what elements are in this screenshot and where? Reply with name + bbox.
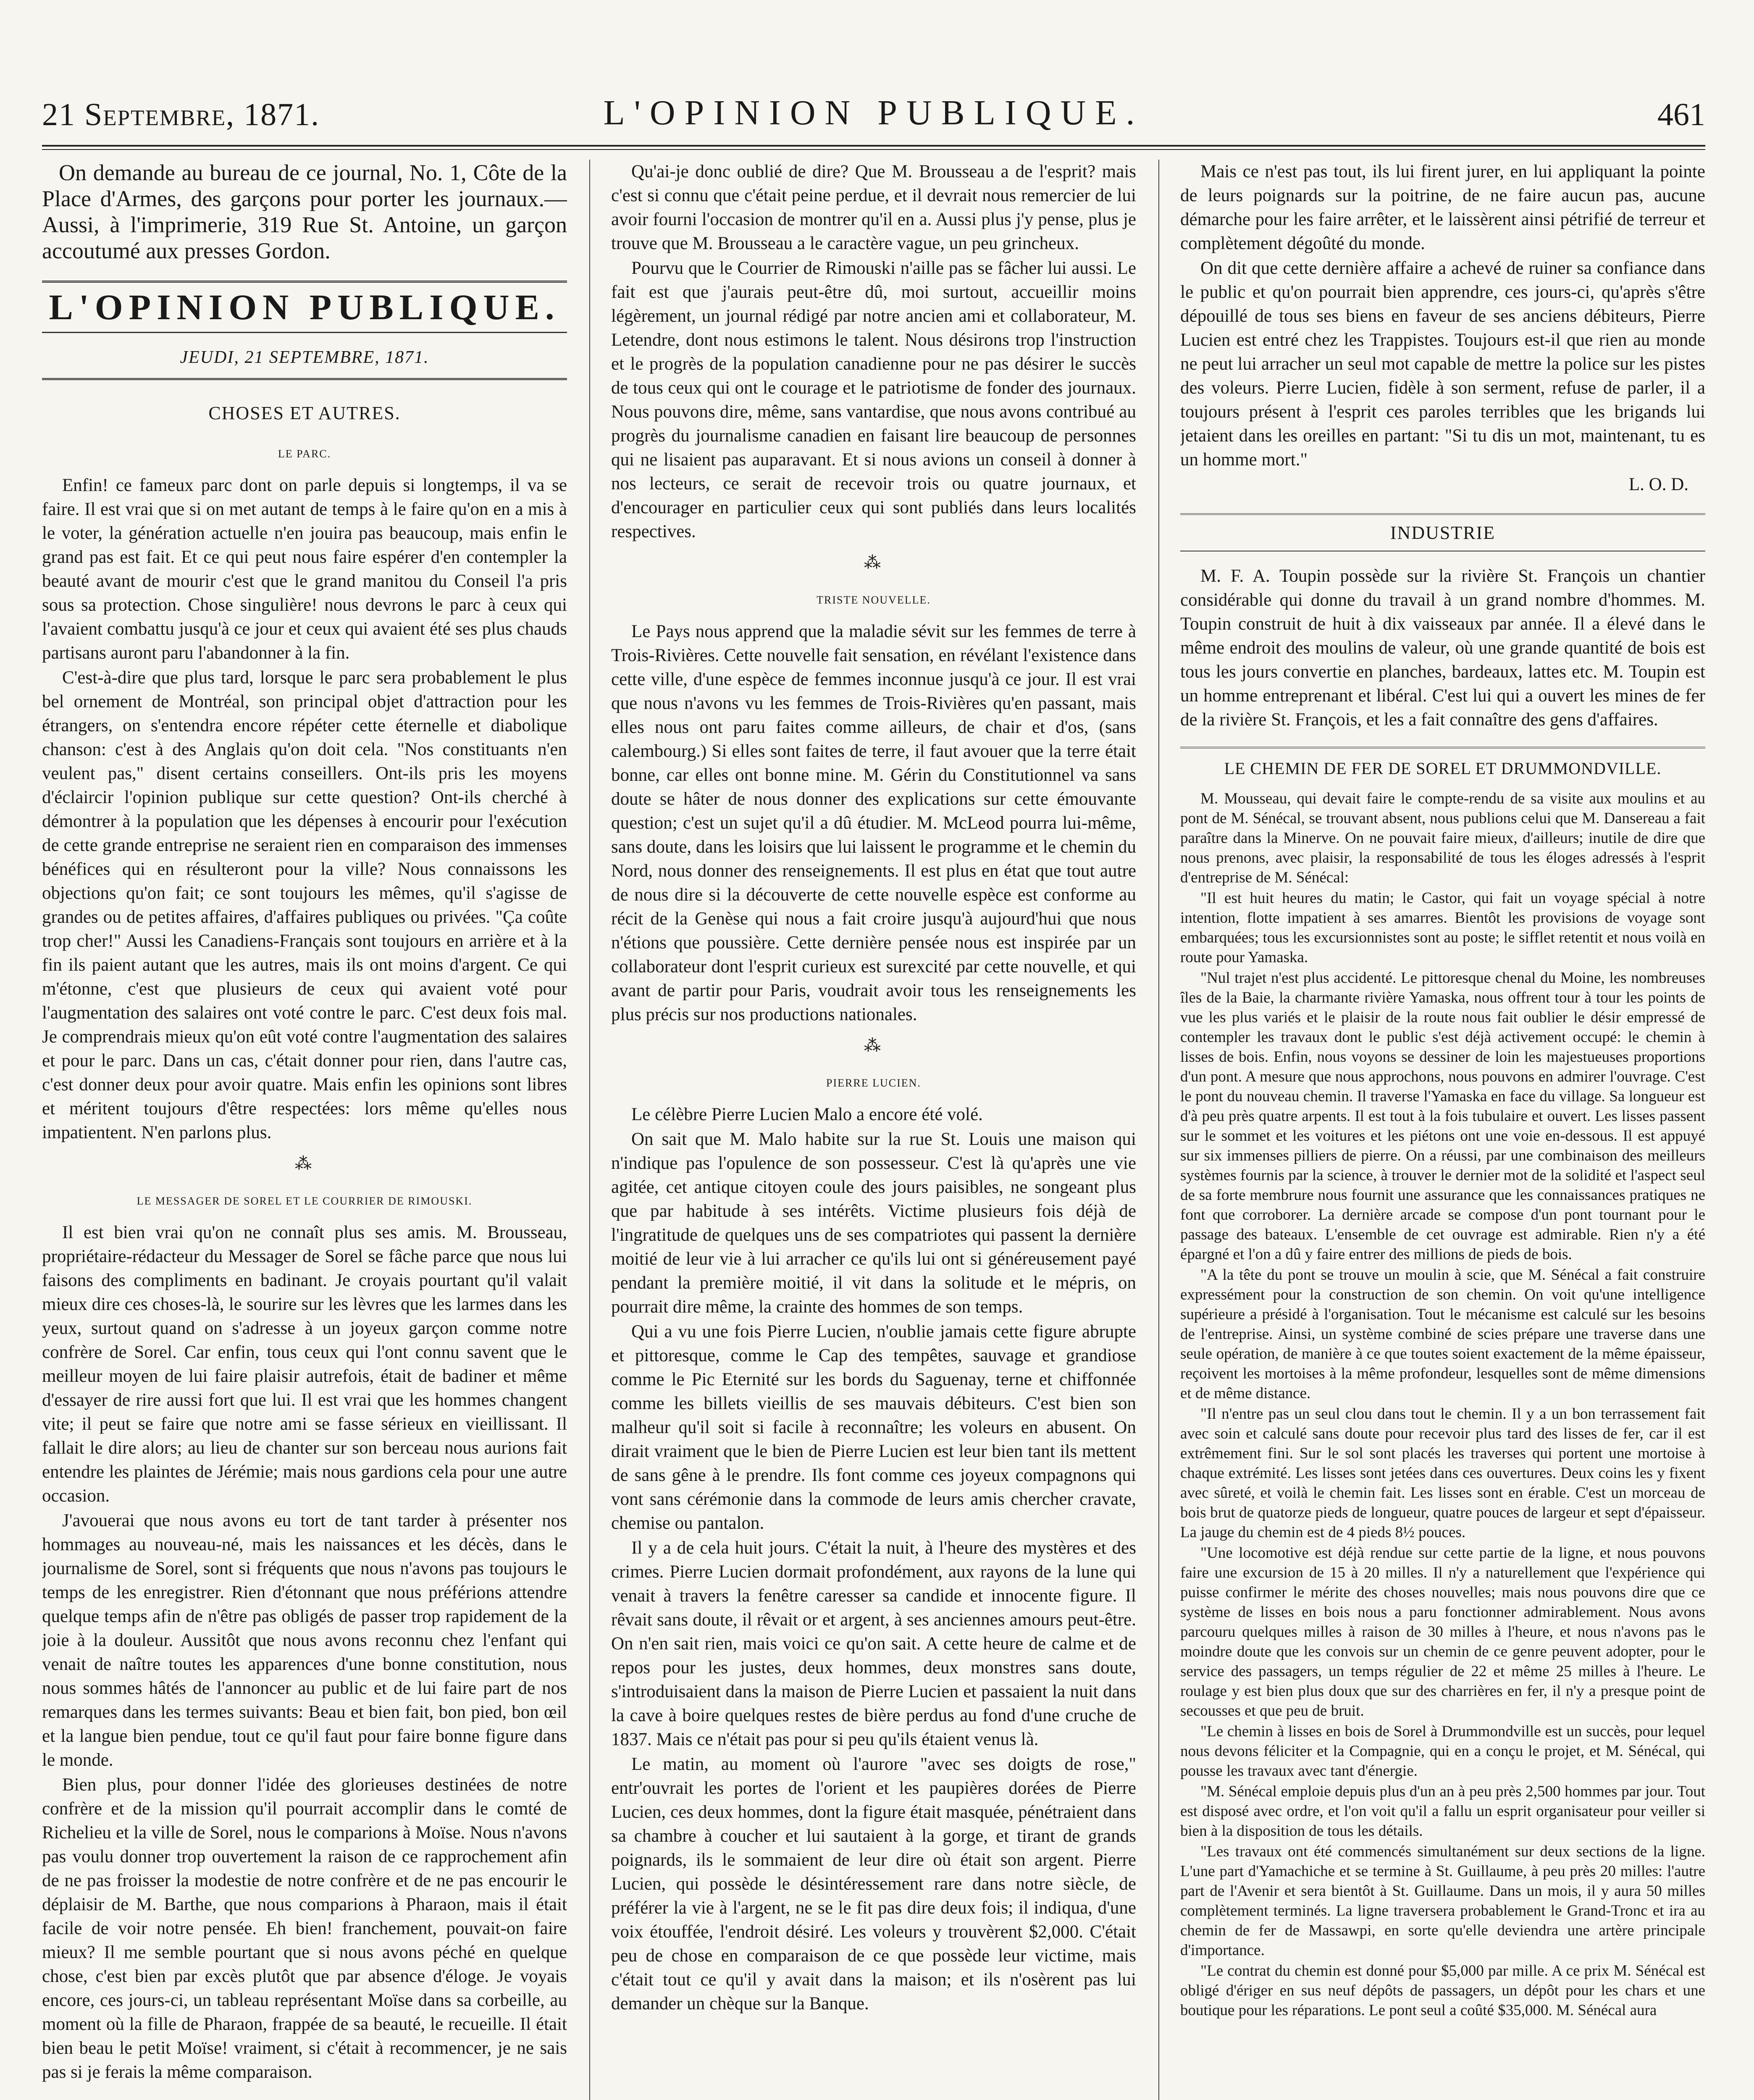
- paragraph: Enfin! ce fameux parc dont on parle depuis si longtemps, il va se faire. Il est vrai que si on met autant de temps à le faire qu'on en a mis à le voter, la génération actuelle n'en jouira pas beaucoup, mais enfin le grand pas est fait. Et ce qui peut nous faire espérer d'en contempler la beauté avant de mourir c'est que le grand manitou du Conseil l'a pris sous sa protection. Chose singulière! nous devrons le parc à ceux qui l'avaient combattu jusqu'à ce jour et ceux qui avaient été ses plus chauds partisans auront paru l'abandonner à la fin.: [42, 475, 567, 663]
- signature: L. O. D.: [1628, 475, 1688, 494]
- paragraph: Bien plus, pour donner l'idée des glorieuses destinées de notre confrère et de la mission qu'il pourrait accomplir dans le comté de Richelieu et la ville de Sorel, nous le comparions à Moïse. Nous n'avons pas voulu donner trop ouvertement la raison de ce rapprochement afin de ne pas froisser la modestie de notre confrère et de ne pas encourir le déplaisir de M. Barthe, que nous comparions à Pharaon, mais il était facile de voir notre pensée. Eh bien! franchement, pouvait-on faire mieux? Il me semble pourtant que si nous avons péché en quelque chose, c'est bien par excès plutôt que par absence d'éloge. Je voyais encore, ces jours-ci, un tableau représentant Moïse dans sa corbeille, au moment où la fille de Pharaon, frappée de sa beauté, le recueille. Il était bien beau le petit Moïse! vraiment, si c'était à recommencer, je ne sais pas si je ferais la même comparaison.: [42, 1775, 567, 2082]
- paragraph: J'avouerai que nous avons eu tort de tant tarder à présenter nos hommages au nouveau-né, mais les naissances et les décès, dans le journalisme de Sorel, sont si fréquents que nous n'avons pas toujours le temps de les enregistrer. Rien d'étonnant que nous préférions attendre quelque temps afin de n'être pas obligés de passer trop rapidement de la joie à la douleur. Aussitôt que nous avons reconnu chez l'enfant qui venait de naître toutes les apparences d'une bonne constitution, nous nous sommes hâtés de l'annoncer au public et de lui faire part de nos remarques dans les termes suivants: Beau et bien fait, bon pied, bon œil et la langue bien pendue, tout ce qu'il faut pour faire bonne figure dans le monde.: [42, 1511, 567, 1770]
- column-2: [611, 160, 1136, 2100]
- section-heading: CHOSES ET AUTRES.: [208, 403, 401, 423]
- paragraph: "Le chemin à lisses en bois de Sorel à Drummondville est un succès, pour lequel nous devons féliciter et la Compagnie, qui en a conçu le projet, et M. Sénécal, qui pousse les travaux avec tant d'énergie.: [1180, 1723, 1705, 1780]
- article-heading-industrie: INDUSTRIE: [1180, 513, 1705, 551]
- paragraph: Qui a vu une fois Pierre Lucien, n'oublie jamais cette figure abrupte et pittoresque, comme le Cap des tempêtes, sauvage et grandiose comme le Pic Eternité sur les bords du Saguenay, terne et chiffonnée comme les billets vieillis de ses mauvais débiteurs. C'est bien son malheur qu'il soit si facile à reconnaître; les voleurs en abusent. On dirait vraiment que le bien de Pierre Lucien est leur bien tant ils mettent de sans gêne à le prendre. Ils font comme ces joyeux compagnons qui vont sans cérémonie dans la commode de leurs amis chercher cravate, chemise ou pantalon.: [611, 1322, 1136, 1533]
- article-heading-chemin: LE CHEMIN DE FER DE SOREL ET DRUMMONDVILLE.: [1180, 747, 1705, 779]
- article-messager-cont: [611, 160, 1136, 543]
- paragraph: Le Pays nous apprend que la maladie sévit sur les femmes de terre à Trois-Rivières. Cette nouvelle fait sensation, en révélant l'existence dans cette ville, d'une espèce de femmes inconnue jusqu'à ce jour. Il est vrai que nous n'avons vu les femmes de Trois-Rivières qu'en passant, mais elles nous ont paru faites comme ailleurs, de chair et d'os, (sans calembourg.) Si elles sont faites de terre, il faut avouer que la terre était bonne, car elles ont bonne mine. M. Gérin du Constitutionnel va sans doute se hâter de nous donner des explications sur cette émouvante question; c'est un sujet qu'il a dû étudier. M. McLeod pourra lui-même, sans doute, dans les loisirs que lui laissent le programme et le chemin du Nord, nous donner des renseignements. Il est plus en état que tout autre de nous dire si la découverte de cette nouvelle espèce est conforme au récit de la Genèse qui nous a fait croire jusqu'à aujourd'hui que nous n'étions que poussière. Cette dernière pensée nous est inspirée par un collaborateur dont l'esprit curieux est surexcité par cette nouvelle, et qui avant de partir pour Paris, voudrait avoir tous les renseignements les plus précis sur nos productions nationales.: [611, 622, 1136, 1024]
- asterism: ⁂: [864, 553, 883, 572]
- article-heading-messager: LE MESSAGER DE SOREL ET LE COURRIER DE RIMOUSKI.: [137, 1195, 473, 1207]
- paragraph: Il est bien vrai qu'on ne connaît plus ses amis. M. Brousseau, propriétaire-rédacteur du Messager de Sorel se fâche parce que nous lui faisons des compliments en badinant. Je croyais pourtant qu'il valait mieux dire ces choses-là, le sourire sur les lèvres que les larmes dans les yeux, surtout quand on s'adresse à un joyeux garçon comme notre confrère de Sorel. Car enfin, tous ceux qui l'ont connu savent que le meilleur moyen de lui faire plaisir autrefois, était de badiner et même d'essayer de rire aussi fort que lui. Il est vrai que les hommes changent vite; il peut se faire que notre ami se fasse sérieux en vieillissant. Il fallait le dire alors; au lieu de chanter sur son berceau nous aurions fait entendre les plaintes de Jérémie; mais nous gardions cela pour une autre occasion.: [42, 1223, 567, 1506]
- running-header: [42, 76, 1705, 139]
- header-rule: [42, 145, 1705, 150]
- article-heading-lucien: PIERRE LUCIEN.: [826, 1077, 921, 1089]
- article-heading-parc: LE PARC.: [278, 448, 331, 460]
- article-chemin: [1180, 789, 1705, 2020]
- paragraph: "Le contrat du chemin est donné pour $5,000 par mille. A ce prix M. Sénécal est obligé d'ériger en sus neuf dépôts de passagers, un dépôt pour les chars et une boutique pour les réparations. Le pont seul a coûté $35,000. M. Sénécal aura: [1180, 1962, 1705, 2019]
- column-3: [1180, 160, 1705, 2100]
- article-parc: [42, 473, 567, 1144]
- paragraph: Pourvu que le Courrier de Rimouski n'aille pas se fâcher lui aussi. Le fait est que j'aurais peut-être dû, moi surtout, accueillir moins légèrement, un journal rédigé par notre ancien ami et collaborateur, M. Letendre, dont nous estimons le talent. Nous désirons trop l'instruction et le progrès de la population canadienne pour ne pas désirer le succès de tous ceux qui ont le courage et le patriotisme de fonder des journaux. Nous pouvons dire, même, sans vantardise, que nous avons contribué au progrès du journalisme canadien en faisant lire beaucoup de personnes qui ne lisaient pas auparavant. Et si nous avions un conseil à donner à nos lecteurs, ce serait de recevoir trois ou quatre journaux, et d'encourager en particulier ceux qui sont publiés dans leurs localités respectives.: [611, 258, 1136, 541]
- notice-box: [42, 160, 567, 264]
- article-triste: [611, 620, 1136, 1026]
- article-lucien-cont: [1180, 160, 1705, 496]
- paper-title: L'OPINION PUBLIQUE.: [42, 281, 567, 333]
- paragraph: Le matin, au moment où l'aurore "avec ses doigts de rose," entr'ouvrait les portes de l'orient et les paupières dorées de Pierre Lucien, ces deux hommes, dont la figure était masquée, pénétraient dans sa chambre à coucher et lui sautaient à la gorge, et tirant de grands poignards, ils le sommaient de leur dire où était son argent. Pierre Lucien, qui possède le désintéressement rare dans notre siècle, de préférer la vie à l'argent, ne se le fit pas dire deux fois; il indiqua, d'une voix étouffée, l'endroit désiré. Les voleurs y trouvèrent $2,000. C'était peu de chose en comparaison de ce que possède leur victime, mais c'était tout ce qu'il y avait dans la maison; et ils n'osèrent pas lui demander un chèque sur la Banque.: [611, 1754, 1136, 2013]
- article-lucien: [611, 1102, 1136, 2016]
- paragraph: C'est-à-dire que plus tard, lorsque le parc sera probablement le plus bel ornement de Montréal, son principal objet d'attraction pour les étrangers, on s'entendra encore répéter cette éternelle et diabolique chanson: c'est à des Anglais qu'on doit cela. "Nos constituants n'en veulent pas," disent certains conseillers. Ont-ils pris les moyens d'éclaircir l'opinion publique sur cette question? Ont-ils cherché à démontrer à la population que les dépenses à encourir pour l'exécution de cette grande entreprise ne seraient rien en comparaison des immenses bénéfices qui en résulteront pour la ville? Nous connaissons les objections qu'on fait; ce sont toujours les mêmes, qu'il s'agisse de grandes ou de petites affaires, d'affaires publiques ou privées. "Ça coûte trop cher!" Aussi les Canadiens-Français sont toujours en arrière et à la fin ils paient autant que les autres, mais ils ont moins d'argent. Ce qui m'étonne, c'est que plusieurs de ceux qui avaient voté pour l'augmentation des salaires ont voté contre le parc. C'est deux fois mal. Je comprendrais mieux qu'on eût voté contre l'augmentation des salaires et pour le parc. Dans un cas, c'était donner pour rien, dans l'autre cas, c'est donner deux pour avoir quatre. Mais enfin les opinions sont libres et méritent toujours d'être respectées: lors même qu'elles nous impatientent. N'en parlons plus.: [42, 668, 567, 1142]
- paragraph: "Il est huit heures du matin; le Castor, qui fait un voyage spécial à notre intention, flotte impatient à ses amarres. Bientôt les provisions de voyage sont embarquées; tous les excursionnistes sont au poste; le sifflet retentit et nous voilà en route pour Yamaska.: [1180, 890, 1705, 966]
- paragraph: Qu'ai-je donc oublié de dire? Que M. Brousseau a de l'esprit? mais c'est si connu que c'était peine perdue, et il devrait nous remercier de lui avoir fourni l'occasion de montrer qu'il en a. Aussi plus j'y pense, plus je trouve que M. Brousseau a le caractère vague, un peu grincheux.: [611, 162, 1136, 253]
- paragraph: Il y a de cela huit jours. C'était la nuit, à l'heure des mystères et des crimes. Pierre Lucien dormait profondément, aux rayons de la lune qui venait à travers la fenêtre caresser sa candide et innocente figure. Il rêvait sans doute, il rêvait or et argent, à ses anciennes amours peut-être. On n'en sait rien, mais voici ce qu'on sait. A cette heure de calme et de repos pour les justes, deux hommes, deux monstres sans doute, s'introduisaient dans la maison de Pierre Lucien et passaient la nuit dans la cave à boire quelques restes de bière perdus au fond d'une cruche de 1837. Mais ce n'était pas pour si peu qu'ils étaient venus là.: [611, 1538, 1136, 1749]
- column-1: [42, 160, 567, 2100]
- article-heading-triste: TRISTE NOUVELLE.: [817, 594, 931, 606]
- header-title: L'OPINION PUBLIQUE.: [603, 93, 1144, 132]
- paragraph: "A la tête du pont se trouve un moulin à scie, que M. Sénécal a fait construire expressément pour la construction de son chemin. On voit qu'une intelligence supérieure a présidé à l'organisation. Tout le mécanisme est calculé sur les besoins de l'entreprise. Ainsi, un système combiné de scies prépare une traverse dans une seule opération, de manière à ce que toutes soient exactement de la même épaisseur, reçoivent les mortoises à la même profondeur, lesquelles sont de même dimensions et de même distance.: [1180, 1266, 1705, 1402]
- asterism: ⁂: [295, 1154, 314, 1173]
- column-divider: [589, 160, 590, 2100]
- asterism: ⁂: [864, 1036, 883, 1055]
- paragraph: Mais ce n'est pas tout, ils lui firent jurer, en lui appliquant la pointe de leurs poignards sur la poitrine, de ne faire aucun pas, aucune démarche pour les faire arrêter, et le laissèrent ainsi pétrifié de terreur et complètement dégoûté du monde.: [1180, 162, 1705, 253]
- article-messager: [42, 1221, 567, 2084]
- paragraph: On dit que cette dernière affaire a achevé de ruiner sa confiance dans le public et qu'on pourrait bien apprendre, ces jours-ci, qu'après s'être dépouillé de tous ses biens en faveur de ses anciens débiteurs, Pierre Lucien est entré chez les Trappistes. Toujours est-il que rien au monde ne peut lui arracher un seul mot capable de mettre la police sur les pistes des voleurs. Pierre Lucien, fidèle à son serment, refuse de parler, il a toujours présent à l'esprit ces paroles terribles que les brigands lui jetaient dans les oreilles en partant: "Si tu dis un mot, maintenant, tu es un homme mort.": [1180, 258, 1705, 470]
- newspaper-page: [42, 76, 1705, 2100]
- paragraph: M. Mousseau, qui devait faire le compte-rendu de sa visite aux moulins et au pont de M. Sénécal, se trouvant absent, nous publions celui que M. Dansereau a fait paraître dans la Minerve. On ne pouvait faire mieux, d'ailleurs; inutile de dire que nous prenons, avec plaisir, la responsabilité de tous les éloges adressés à l'esprit d'entreprise de M. Sénécal:: [1180, 790, 1705, 886]
- paragraph: On sait que M. Malo habite sur la rue St. Louis une maison qui n'indique pas l'opulence de son possesseur. C'est là qu'après une vie agitée, cet antique citoyen coule des jours paisibles, ne songeant plus que par habitude à ses intérêts. Victime plusieurs fois déjà de l'ingratitude de quelques uns de ses compatriotes qui passent la dernière moitié de leur vie à lui arracher ce qu'ils lui ont si généreusement payé pendant la première moitié, il vit dans la solitude et le mépris, on pourrait dire même, la crainte des hommes de son temps.: [611, 1129, 1136, 1317]
- paragraph: "Une locomotive est déjà rendue sur cette partie de la ligne, et nous pouvons faire une excursion de 15 à 20 milles. Il n'y a naturellement que l'expérience qui puisse confirmer le mérite des choses nouvelles; mais nous pouvons dire que ce système de lisses en bois nous a paru fonctionner admirablement. Nous avons parcouru quelques milles à raison de 30 milles à l'heure, et nous n'avons pas le moindre doute que les convois sur un chemin de ce genre peuvent adopter, pour le service des passagers, un temps régulier de 22 et même 25 milles à l'heure. Le roulage y est bien plus doux que sur des charrières en fer, il n'y a presque point de secousses et que peu de bruit.: [1180, 1544, 1705, 1719]
- header-page-number: 461: [1657, 97, 1705, 132]
- paragraph: M. F. A. Toupin possède sur la rivière St. François un chantier considérable qui donne du travail à un grand nombre d'hommes. M. Toupin construit de huit à dix vaisseaux par année. Il a élevé dans le même endroit des moulins de valeur, où une grande quantité de bois est tous les jours convertie en planches, bardeaux, lattes etc. M. Toupin est un homme entreprenant et libéral. C'est lui qui a ouvert les mines de fer de la rivière St. François, et les a fait connaître des gens d'affaires.: [1180, 566, 1705, 730]
- paragraph: "Il n'entre pas un seul clou dans tout le chemin. Il y a un bon terrassement fait avec soin et calculé sans doute pour recevoir plus tard des lisses de fer, car il est extrêmement fini. Sur le sol sont placés les traverses qui portent une mortoise à chaque extrémité. Les lisses sont jetées dans ces ouvertures. Deux coins les y fixent avec sûreté, et voilà le chemin fait. Les lisses sont en érable. C'est un morceau de bois brut de quatorze pieds de longueur, quatre pouces de largeur et sept d'épaisseur. La jauge du chemin est de 4 pieds 8½ pouces.: [1180, 1405, 1705, 1541]
- dateline: JEUDI, 21 SEPTEMBRE, 1871.: [42, 346, 567, 380]
- paragraph: "Les travaux ont été commencés simultanément sur deux sections de la ligne. L'une part d'Yamachiche et se termine à St. Guillaume, à peu près 20 milles: l'autre part de l'Avenir et sera bientôt à St. Guillaume. Dans un mois, il y aura 50 milles complètement terminés. La ligne traversera probablement le Grand-Tronc et ira au chemin de fer de Massawpi, en sorte qu'elle deviendra une artère principale d'importance.: [1180, 1843, 1705, 1959]
- paragraph: "M. Sénécal emploie depuis plus d'un an à peu près 2,500 hommes par jour. Tout est disposé avec ordre, et l'on voit qu'il a fallu un esprit organisateur pour veiller si bien à la disposition de tous les détails.: [1180, 1783, 1705, 1840]
- article-industrie: [1180, 564, 1705, 732]
- paragraph: Le célèbre Pierre Lucien Malo a encore été volé.: [631, 1105, 983, 1124]
- column-divider: [1158, 160, 1159, 2100]
- notice-text: On demande au bureau de ce journal, No. 1, Côte de la Place d'Armes, des garçons pour porter les journaux.—Aussi, à l'imprimerie, 319 Rue St. Antoine, un garçon accoutumé aux presses Gordon.: [42, 160, 567, 263]
- paragraph: "Nul trajet n'est plus accidenté. Le pittoresque chenal du Moine, les nombreuses îles de la Baie, la charmante rivière Yamaska, nous offrent tour à tour les points de vue les plus variés et le plaisir de la route nous fait oublier le désir empressé de contempler les travaux dont le public s'est déjà activement occupé: le chemin à lisses de bois. Enfin, nous voyons se dessiner de loin les majestueuses proportions d'un pont. A mesure que nous approchons, nous pouvons en admirer l'ouvrage. C'est le pont du nouveau chemin. Il traverse l'Yamaska en face du village. Sa longueur est d'à peu près quatre arpents. Il est tout à la fois tubulaire et ouvert. Les lisses passent sur le sommet et les voitures et les piétons ont une voie en-dessous. Il est appuyé sur six immenses pilliers de pierre. On a réussi, par une combinaison des meilleurs systèmes fournis par la science, à trouver le dernier mot de la solidité et l'aspect seul de sa forte membrure nous fournit une assurance que les connaissances pratiques ne font que corroborer. La dernière arcade se compose d'un pont tournant pour le passage des bateaux. L'ensemble de cet ouvrage est admirable. Rien n'y a été épargné et l'on a dû y faire entrer des millions de pieds de bois.: [1180, 969, 1705, 1263]
- header-date: 21 Septembre, 1871.: [42, 97, 320, 132]
